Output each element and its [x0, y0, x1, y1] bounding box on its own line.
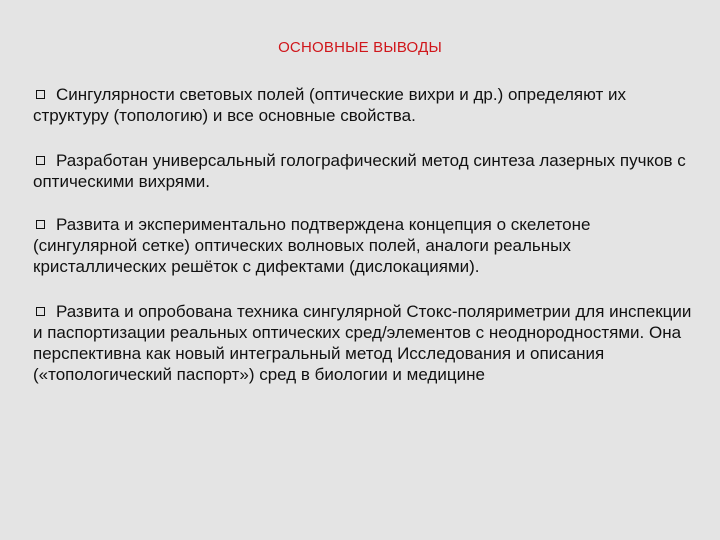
- square-bullet-icon: [36, 156, 45, 165]
- bullet-list: [33, 84, 693, 409]
- slide-title: ОСНОВНЫЕ ВЫВОДЫ: [278, 39, 442, 56]
- bullet-item: [33, 84, 693, 126]
- bullet-text: Развита и экспериментально подтверждена концепция о скелетоне (сингулярной сетке) оптических волновых полей, аналоги реальных кристаллических решёток с дифектами (дислокациями).: [33, 215, 591, 276]
- bullet-text: Сингулярности световых полей (оптические вихри и др.) определяют их структуру (топологию) и все основные свойства.: [33, 85, 626, 125]
- square-bullet-icon: [36, 220, 45, 229]
- bullet-text: Разработан универсальный голографический метод синтеза лазерных пучков с оптическими вихрями.: [33, 151, 686, 191]
- square-bullet-icon: [36, 90, 45, 99]
- bullet-item: [33, 150, 693, 192]
- square-bullet-icon: [36, 307, 45, 316]
- bullet-item: [33, 301, 693, 385]
- bullet-text: Развита и опробована техника сингулярной Стокс-поляриметрии для инспекции и паспортизации реальных оптических сред/элементов с неоднородностями. Она перспективна как новый интегральный метод Исследования и описания («топологический паспорт») сред в биологии и медицине: [33, 302, 692, 384]
- bullet-item: [33, 214, 693, 277]
